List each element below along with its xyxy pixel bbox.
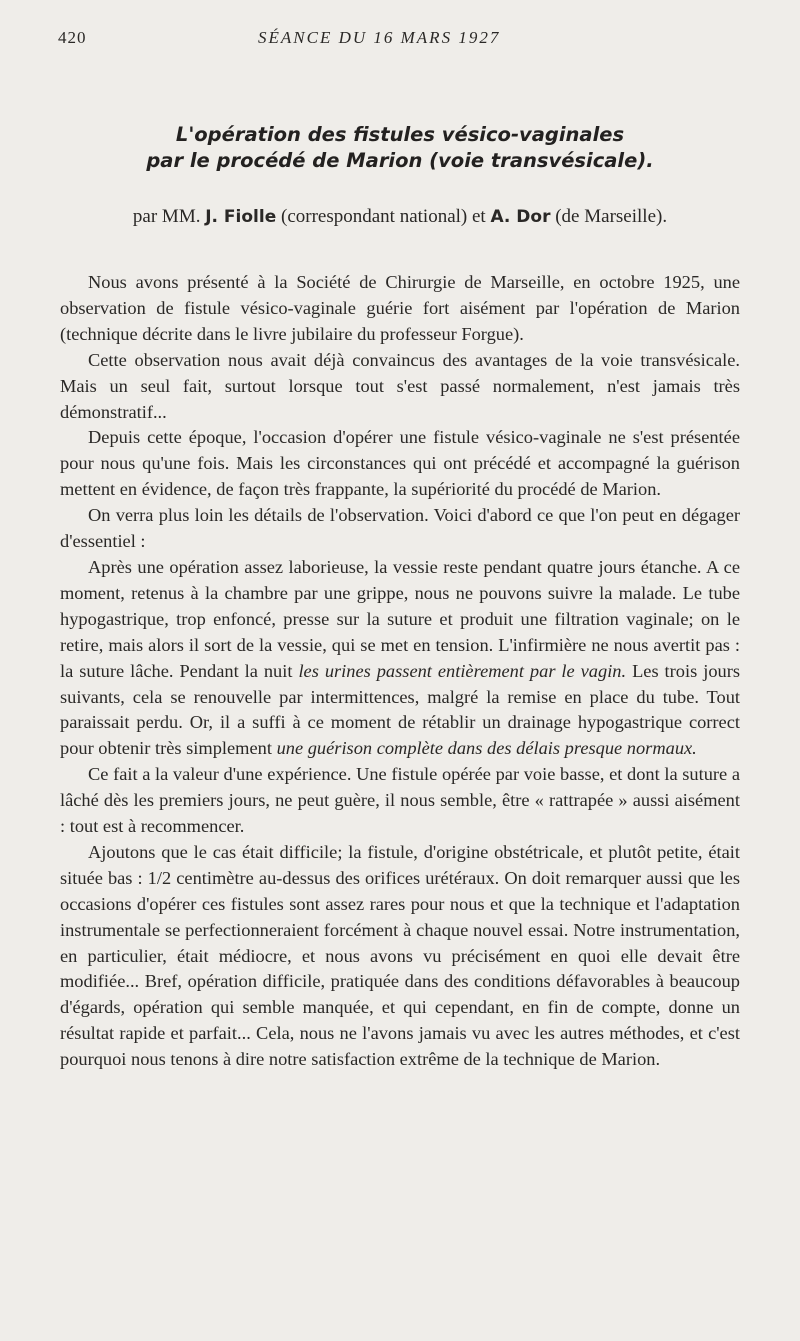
paragraph-5-part-1: Après une opération assez laborieuse, la vessie reste pendant quatre jours étanche. A ce moment, retenus à la chambre par une grippe, nous ne pouvons suivre la malade. Le tube hypogastrique, trop enfoncé, presse sur la suture et produit une filtration vaginale; on le retire, mais alors il sort de la vessie, qui se met en tension. L'infirmière ne nous avertit pas : la suture lâche. Pendant la nuit — [60, 556, 740, 681]
article-title — [0, 122, 800, 174]
paragraph-4: On verra plus loin les détails de l'observation. Voici d'abord ce que l'on peut en dégager d'essentiel : — [60, 505, 740, 552]
paragraph-5 — [60, 555, 740, 762]
article-body — [60, 270, 740, 1073]
byline-prefix: par MM. — [132, 206, 201, 227]
byline — [0, 204, 800, 230]
paragraph-6: Ce fait a la valeur d'une expérience. Une fistule opérée par voie basse, et dont la suture a lâché dès les premiers jours, ne peut guère, il nous semble, être « rattrapée » aussi aisément : tout est à recommencer. — [60, 764, 740, 837]
running-title: SÉANCE DU 16 MARS 1927 — [258, 28, 501, 47]
paragraph-5-italic-2: une guérison complète dans des délais presque normaux. — [276, 738, 697, 759]
paragraph-7: Ajoutons que le cas était difficile; la fistule, d'origine obstétricale, et plutôt petite, était située bas : 1/2 centimètre au-dessus des orifices urétéraux. On doit remarquer aussi que les occasions d'opérer ces fistules sont assez rares pour nous et que la technique et l'adaptation instrumentale se perfectionneraient forcément à chaque nouvel essai. Notre instrumentation, en particulier, était médiocre, et nous avons vu précisément en quoi elle devait être modifiée... Bref, opération difficile, pratiquée dans des conditions défavorables à beaucoup d'égards, opération qui semble manquée, et qui cependant, en fin de compte, donne un résultat rapide et parfait... Cela, nous ne l'avons jamais vu avec les autres méthodes, et c'est pourquoi nous tenons à dire notre satisfaction extrême de la technique de Marion. — [60, 841, 740, 1070]
page-number: 420 — [58, 28, 87, 47]
paragraph-3: Depuis cette époque, l'occasion d'opérer une fistule vésico-vaginale ne s'est présentée pour nous qu'une fois. Mais les circonstances qui ont précédé et accompagné la guérison mettent en évidence, de façon très frappante, la supériorité du procédé de Marion. — [60, 427, 740, 500]
paragraph-1: Nous avons présenté à la Société de Chirurgie de Marseille, en octobre 1925, une observation de fistule vésico-vaginale guérie fort aisément par l'opération de Marion (technique décrite dans le livre jubilaire du professeur Forgue). — [60, 272, 740, 344]
paragraph-5-italic-1: les urines passent entièrement par le vagin. — [298, 660, 627, 681]
paragraph-2: Cette observation nous avait déjà convaincus des avantages de la voie transvésicale. Mais un seul fait, surtout lorsque tout s'est passé normalement, n'est jamais très démonstratif... — [60, 349, 740, 422]
author-dor: A. Dor — [490, 207, 551, 227]
author-dor-note: (de Marseille). — [555, 206, 668, 227]
author-fiolle: J. Fiolle — [205, 207, 277, 227]
running-head — [58, 28, 738, 52]
paragraph-5-part-2: Les trois jours suivants, cela se renouvelle par intermittences, malgré la remise en place du tube. Tout paraissait perdu. Or, il a suffi à ce moment de rétablir un drainage hypogastrique correct pour obtenir très simplement — [60, 660, 740, 759]
author-fiolle-note: (correspondant national) et — [281, 206, 486, 227]
title-line-1: L'opération des fistules vésico-vaginales — [175, 123, 625, 146]
title-line-2: par le procédé de Marion (voie transvésicale). — [146, 149, 654, 172]
